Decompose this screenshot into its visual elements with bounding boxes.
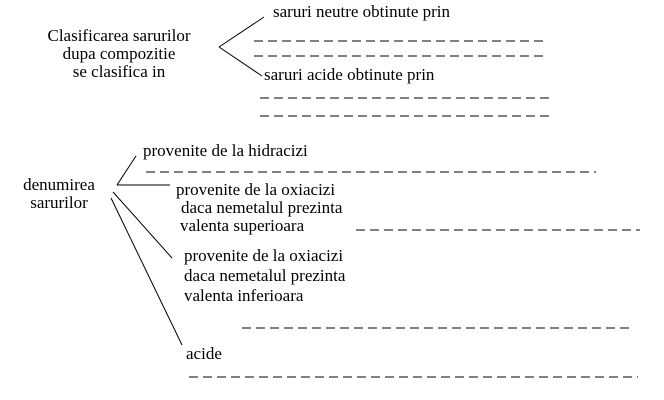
connector-line	[111, 198, 182, 345]
root-line: denumirea	[23, 175, 95, 194]
connector-line	[117, 156, 136, 185]
branch-label-oxiacizi-inferior	[184, 247, 345, 305]
branch-line: provenite de la oxiacizi	[176, 180, 336, 199]
connector-line	[219, 17, 264, 47]
root-line: dupa compozitie	[62, 44, 176, 63]
root-label-naming	[6, 176, 112, 212]
branch-line: valenta superioara	[180, 216, 305, 235]
branch-label-oxiacizi-superior	[176, 181, 342, 235]
branch-label-neutral-salts: saruri neutre obtinute prin	[273, 2, 451, 21]
connector-line	[113, 192, 172, 258]
root-line: se clasifica in	[72, 62, 166, 81]
branch-line: valenta inferioara	[184, 286, 304, 305]
branch-line: provenite de la oxiacizi	[184, 246, 344, 265]
branch-label-acid-salts: saruri acide obtinute prin	[264, 65, 435, 84]
connector-line	[219, 47, 262, 76]
root-line: Clasificarea sarurilor	[47, 26, 191, 45]
branch-label-hidracizi: provenite de la hidracizi	[143, 141, 308, 160]
branch-label-acide: acide	[186, 344, 222, 363]
root-line: sarurilor	[30, 193, 88, 212]
branch-line: daca nemetalul prezinta	[184, 266, 346, 285]
branch-line: daca nemetalul prezinta	[181, 198, 343, 217]
root-label-classification	[18, 27, 220, 81]
